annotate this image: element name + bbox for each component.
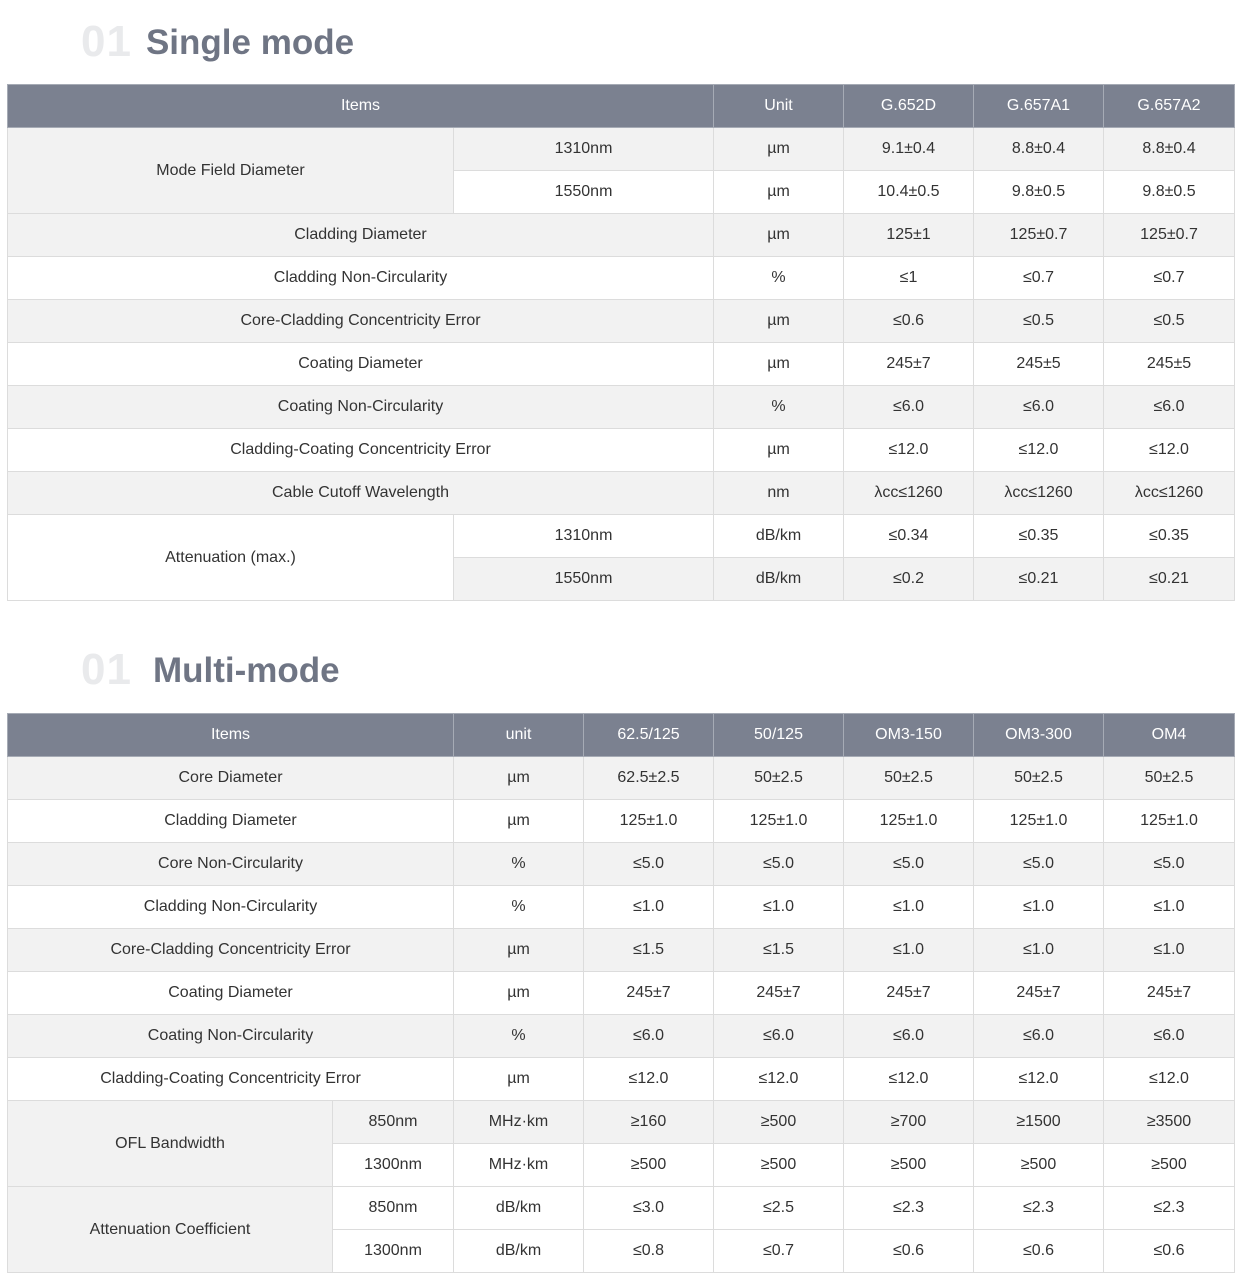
unit-cell: µm [454, 1058, 584, 1101]
value-cell: ≤1.0 [974, 886, 1104, 929]
row-label: Core Non-Circularity [8, 843, 454, 886]
value-cell: ≤5.0 [584, 843, 714, 886]
section-number: 01 [81, 645, 132, 694]
value-cell: 125±1.0 [844, 800, 974, 843]
header-cell: G.652D [844, 85, 974, 128]
value-cell: ≤2.3 [1104, 1187, 1235, 1230]
value-cell: 9.8±0.5 [1104, 171, 1235, 214]
table-row [8, 972, 1235, 1015]
value-cell: 125±1 [844, 214, 974, 257]
value-cell: ≤0.5 [1104, 300, 1235, 343]
sub-label: 1310nm [454, 515, 714, 558]
unit-cell: µm [714, 343, 844, 386]
value-cell: 8.8±0.4 [1104, 128, 1235, 171]
value-cell: ≤5.0 [714, 843, 844, 886]
value-cell: ≥1500 [974, 1101, 1104, 1144]
header-cell: Items [8, 85, 714, 128]
unit-cell: % [454, 843, 584, 886]
table-row [8, 843, 1235, 886]
table-row [8, 800, 1235, 843]
value-cell: 8.8±0.4 [974, 128, 1104, 171]
value-cell: λcc≤1260 [844, 472, 974, 515]
value-cell: ≤5.0 [844, 843, 974, 886]
unit-cell: MHz·km [454, 1101, 584, 1144]
value-cell: ≤0.35 [1104, 515, 1235, 558]
table-row [8, 1187, 1235, 1230]
sub-label: 850nm [333, 1101, 454, 1144]
table-row [8, 472, 1235, 515]
header-row [8, 85, 1235, 128]
sub-label: 1550nm [454, 558, 714, 601]
value-cell: ≤0.21 [974, 558, 1104, 601]
header-cell: 50/125 [714, 714, 844, 757]
value-cell: 50±2.5 [974, 757, 1104, 800]
table-row [8, 886, 1235, 929]
row-label: Cladding-Coating Concentricity Error [8, 429, 714, 472]
header-cell: OM3-150 [844, 714, 974, 757]
value-cell: ≤0.8 [584, 1230, 714, 1273]
row-label: Cladding Non-Circularity [8, 886, 454, 929]
value-cell: ≤0.6 [1104, 1230, 1235, 1273]
value-cell: ≥500 [974, 1144, 1104, 1187]
value-cell: ≤6.0 [714, 1015, 844, 1058]
row-label: Attenuation Coefficient [8, 1187, 333, 1273]
section-title: Multi-mode [152, 650, 340, 690]
value-cell: ≤12.0 [1104, 429, 1235, 472]
value-cell: ≤12.0 [844, 1058, 974, 1101]
row-label: Cladding-Coating Concentricity Error [8, 1058, 454, 1101]
value-cell: 50±2.5 [714, 757, 844, 800]
value-cell: ≤0.35 [974, 515, 1104, 558]
value-cell: ≥500 [584, 1144, 714, 1187]
value-cell: ≤1.5 [714, 929, 844, 972]
value-cell: ≤6.0 [1104, 386, 1235, 429]
value-cell: ≤1.0 [584, 886, 714, 929]
row-label: Cladding Diameter [8, 800, 454, 843]
value-cell: ≤1.0 [714, 886, 844, 929]
value-cell: ≥700 [844, 1101, 974, 1144]
value-cell: λcc≤1260 [974, 472, 1104, 515]
value-cell: 10.4±0.5 [844, 171, 974, 214]
value-cell: ≤1.5 [584, 929, 714, 972]
header-cell: Items [8, 714, 454, 757]
row-label: Attenuation (max.) [8, 515, 454, 601]
table-row [8, 257, 1235, 300]
value-cell: λcc≤1260 [1104, 472, 1235, 515]
table-row [8, 1015, 1235, 1058]
value-cell: ≤6.0 [1104, 1015, 1235, 1058]
value-cell: ≤0.6 [974, 1230, 1104, 1273]
row-label: Cladding Diameter [8, 214, 714, 257]
value-cell: ≥160 [584, 1101, 714, 1144]
unit-cell: µm [714, 214, 844, 257]
section-number: 01 [81, 17, 132, 66]
value-cell: 245±7 [584, 972, 714, 1015]
value-cell: ≤1.0 [1104, 886, 1235, 929]
unit-cell: µm [714, 171, 844, 214]
value-cell: ≤12.0 [1104, 1058, 1235, 1101]
header-cell: unit [454, 714, 584, 757]
value-cell: ≤0.7 [1104, 257, 1235, 300]
single-mode-heading [81, 17, 354, 67]
single-mode-table [7, 84, 1235, 601]
unit-cell: % [714, 257, 844, 300]
value-cell: 245±5 [974, 343, 1104, 386]
header-row [8, 714, 1235, 757]
header-cell: OM3-300 [974, 714, 1104, 757]
unit-cell: dB/km [714, 515, 844, 558]
value-cell: ≤0.6 [844, 300, 974, 343]
table-row [8, 929, 1235, 972]
table-row [8, 128, 1235, 171]
value-cell: 9.1±0.4 [844, 128, 974, 171]
sub-label: 1300nm [333, 1144, 454, 1187]
row-label: Cable Cutoff Wavelength [8, 472, 714, 515]
value-cell: ≤6.0 [844, 386, 974, 429]
value-cell: 125±1.0 [714, 800, 844, 843]
value-cell: 245±7 [974, 972, 1104, 1015]
table-row [8, 214, 1235, 257]
row-label: Coating Diameter [8, 972, 454, 1015]
value-cell: ≤12.0 [974, 1058, 1104, 1101]
value-cell: ≤0.2 [844, 558, 974, 601]
row-label: Coating Non-Circularity [8, 386, 714, 429]
value-cell: ≤2.5 [714, 1187, 844, 1230]
value-cell: 62.5±2.5 [584, 757, 714, 800]
value-cell: 125±1.0 [974, 800, 1104, 843]
value-cell: ≥3500 [1104, 1101, 1235, 1144]
multi-mode-table [7, 713, 1235, 1273]
unit-cell: % [454, 886, 584, 929]
unit-cell: dB/km [714, 558, 844, 601]
value-cell: ≤1.0 [844, 929, 974, 972]
value-cell: ≤0.6 [844, 1230, 974, 1273]
value-cell: ≤5.0 [1104, 843, 1235, 886]
header-cell: Unit [714, 85, 844, 128]
header-cell: OM4 [1104, 714, 1235, 757]
value-cell: ≤0.7 [974, 257, 1104, 300]
value-cell: 245±7 [844, 343, 974, 386]
unit-cell: µm [714, 128, 844, 171]
value-cell: ≤12.0 [974, 429, 1104, 472]
value-cell: ≤1.0 [974, 929, 1104, 972]
value-cell: ≥500 [1104, 1144, 1235, 1187]
header-cell: 62.5/125 [584, 714, 714, 757]
value-cell: ≤1 [844, 257, 974, 300]
unit-cell: µm [714, 300, 844, 343]
row-label: Core-Cladding Concentricity Error [8, 300, 714, 343]
sub-label: 1550nm [454, 171, 714, 214]
header-cell: G.657A1 [974, 85, 1104, 128]
section-title: Single mode [145, 22, 355, 62]
unit-cell: µm [714, 429, 844, 472]
unit-cell: dB/km [454, 1187, 584, 1230]
row-label: Coating Non-Circularity [8, 1015, 454, 1058]
value-cell: ≤6.0 [974, 386, 1104, 429]
value-cell: ≤6.0 [844, 1015, 974, 1058]
value-cell: 245±5 [1104, 343, 1235, 386]
value-cell: ≤12.0 [714, 1058, 844, 1101]
table-row [8, 300, 1235, 343]
header-cell: G.657A2 [1104, 85, 1235, 128]
table-row [8, 757, 1235, 800]
table-row [8, 386, 1235, 429]
value-cell: ≤6.0 [584, 1015, 714, 1058]
value-cell: 125±1.0 [1104, 800, 1235, 843]
row-label: Cladding Non-Circularity [8, 257, 714, 300]
value-cell: 125±0.7 [974, 214, 1104, 257]
value-cell: 245±7 [1104, 972, 1235, 1015]
value-cell: ≤3.0 [584, 1187, 714, 1230]
value-cell: ≤6.0 [974, 1015, 1104, 1058]
unit-cell: µm [454, 929, 584, 972]
unit-cell: nm [714, 472, 844, 515]
value-cell: 245±7 [844, 972, 974, 1015]
value-cell: 50±2.5 [1104, 757, 1235, 800]
row-label: Coating Diameter [8, 343, 714, 386]
unit-cell: µm [454, 972, 584, 1015]
table-row [8, 343, 1235, 386]
value-cell: ≤1.0 [1104, 929, 1235, 972]
value-cell: 50±2.5 [844, 757, 974, 800]
sub-label: 1310nm [454, 128, 714, 171]
value-cell: 125±1.0 [584, 800, 714, 843]
table-row [8, 515, 1235, 558]
row-label: Core-Cladding Concentricity Error [8, 929, 454, 972]
value-cell: ≥500 [714, 1144, 844, 1187]
value-cell: ≤0.7 [714, 1230, 844, 1273]
unit-cell: % [454, 1015, 584, 1058]
value-cell: 125±0.7 [1104, 214, 1235, 257]
unit-cell: MHz·km [454, 1144, 584, 1187]
row-label: Mode Field Diameter [8, 128, 454, 214]
table-row [8, 1058, 1235, 1101]
row-label: Core Diameter [8, 757, 454, 800]
value-cell: ≥500 [714, 1101, 844, 1144]
unit-cell: µm [454, 800, 584, 843]
value-cell: ≤12.0 [584, 1058, 714, 1101]
sub-label: 850nm [333, 1187, 454, 1230]
value-cell: ≤1.0 [844, 886, 974, 929]
value-cell: ≤2.3 [974, 1187, 1104, 1230]
table-row [8, 1101, 1235, 1144]
multi-mode-heading [81, 645, 340, 695]
value-cell: 245±7 [714, 972, 844, 1015]
row-label: OFL Bandwidth [8, 1101, 333, 1187]
sub-label: 1300nm [333, 1230, 454, 1273]
table-row [8, 429, 1235, 472]
unit-cell: dB/km [454, 1230, 584, 1273]
value-cell: ≤2.3 [844, 1187, 974, 1230]
unit-cell: % [714, 386, 844, 429]
value-cell: 9.8±0.5 [974, 171, 1104, 214]
value-cell: ≥500 [844, 1144, 974, 1187]
value-cell: ≤0.5 [974, 300, 1104, 343]
value-cell: ≤5.0 [974, 843, 1104, 886]
value-cell: ≤0.21 [1104, 558, 1235, 601]
unit-cell: µm [454, 757, 584, 800]
value-cell: ≤0.34 [844, 515, 974, 558]
value-cell: ≤12.0 [844, 429, 974, 472]
